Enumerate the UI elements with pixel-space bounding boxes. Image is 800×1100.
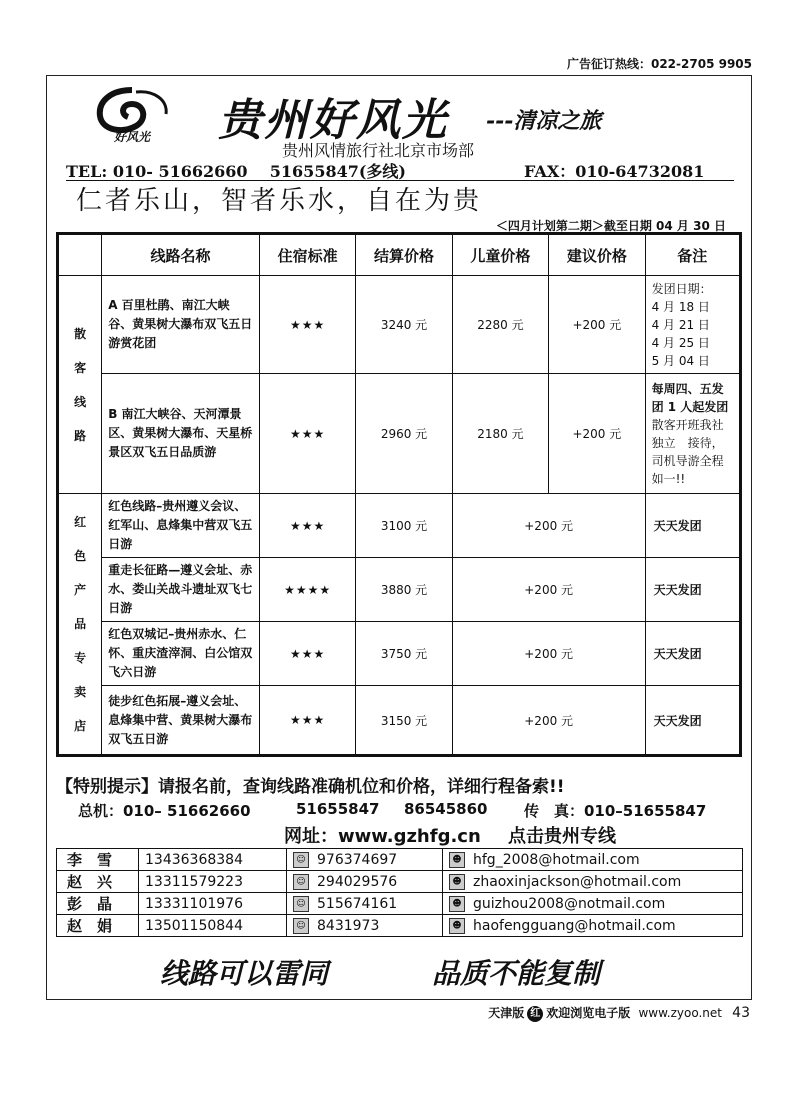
contact-email (443, 849, 743, 871)
contact-name: 彭 晶 (57, 893, 139, 915)
edition-label: 天津版 (488, 1006, 525, 1020)
email-address[interactable]: zhaoxinjackson@hotmail.com (473, 873, 682, 890)
phone-number: 51655847 (296, 800, 380, 818)
slogan-left: 线路可以雷同 (160, 957, 329, 990)
contact-qq (287, 893, 443, 915)
table-row (58, 558, 741, 622)
switchboard-number: 总机：010– 51662660 (78, 802, 251, 820)
contacts-table (56, 848, 743, 937)
qq-number: 976374697 (317, 851, 398, 868)
note-normal: 散客开班我社独立 接待，司机导游全程如一!! (651, 417, 724, 486)
route-name: 红色双城记–贵州赤水、仁怀、重庆渣滓洞、白公馆双飞六日游 (102, 622, 260, 686)
settlement-price: 3150 元 (356, 686, 452, 756)
msn-icon: ☻ (449, 896, 465, 912)
slogan: 仁者乐山，智者乐水，自在为贵 (76, 186, 483, 216)
guizhou-line-link[interactable]: 点击贵州专线 (508, 826, 616, 847)
note-date: 5 月 04 日 (651, 353, 710, 368)
route-name: 红色线路–贵州遵义会议、红军山、息烽集中营双飞五日游 (102, 494, 260, 558)
header-hotel-standard: 住宿标准 (259, 234, 355, 276)
contact-phone: 13311579223 (139, 871, 287, 893)
header-route-name: 线路名称 (102, 234, 260, 276)
page-number: 43 (732, 1005, 750, 1021)
contact-name: 李 雪 (57, 849, 139, 871)
qq-number: 294029576 (317, 873, 398, 890)
remarks: 天天发团 (645, 494, 740, 558)
header-suggested-price: 建议价格 (549, 234, 645, 276)
child-price: 2180 元 (452, 374, 548, 494)
remarks: 天天发团 (645, 686, 740, 756)
page-footer (488, 1004, 750, 1022)
contact-qq (287, 849, 443, 871)
remarks (645, 374, 740, 494)
star-rating: ★★★ (259, 494, 355, 558)
contact-row (57, 893, 743, 915)
fax-number: 传 真：010–51655847 (524, 802, 707, 820)
corner-cell (58, 234, 102, 276)
table-header-row (58, 234, 741, 276)
note-bold: 每周四、五发团 1 人起发团 (651, 381, 729, 414)
header-remarks: 备注 (645, 234, 740, 276)
suggested-price: +200 元 (549, 276, 645, 374)
qq-number: 8431973 (317, 917, 380, 934)
note-title: 发团日期： (651, 281, 712, 296)
settlement-price: 3750 元 (356, 622, 452, 686)
settlement-price: 3880 元 (356, 558, 452, 622)
website-line (284, 822, 616, 848)
plan-note: ＜四月计划第二期＞截至日期 04 月 30 日 (495, 219, 726, 233)
star-rating: ★★★★ (259, 558, 355, 622)
table-row (58, 494, 741, 558)
star-rating: ★★★ (259, 686, 355, 756)
email-address[interactable]: guizhou2008@notmail.com (473, 895, 666, 912)
route-name: A 百里杜鹃、南江大峡谷、黄果树大瀑布双飞五日游赏花团 (102, 276, 260, 374)
ad-hotline: 广告征订热线：022-2705 9905 (566, 57, 752, 71)
slogan-right: 品质不能复制 (432, 957, 601, 990)
table-row (58, 374, 741, 494)
contact-phone: 13331101976 (139, 893, 287, 915)
settlement-price: 3100 元 (356, 494, 452, 558)
star-rating: ★★★ (259, 276, 355, 374)
contact-name: 赵 娟 (57, 915, 139, 937)
section-label-red-tour (58, 494, 102, 756)
website-url[interactable]: 网址：www.gzhfg.cn (284, 826, 481, 847)
contact-name: 赵 兴 (57, 871, 139, 893)
contact-email (443, 871, 743, 893)
site-url[interactable]: www.zyoo.net (638, 1006, 722, 1020)
agency-name: 贵州风情旅行社北京市场部 (282, 141, 475, 160)
brand-tagline: ---清凉之旅 (486, 108, 602, 134)
settlement-price: 3240 元 (356, 276, 452, 374)
section-label-individual (58, 276, 102, 494)
qq-icon: ☺ (293, 896, 309, 912)
contact-phone: 13436368384 (139, 849, 287, 871)
contact-row (57, 849, 743, 871)
contact-qq (287, 915, 443, 937)
fax-number: FAX：010-64732081 (524, 162, 705, 181)
email-address[interactable]: haofengguang@hotmail.com (473, 917, 676, 934)
table-row (58, 276, 741, 374)
red-badge-icon: 红 (527, 1006, 543, 1022)
star-rating: ★★★ (259, 374, 355, 494)
logo-text: 好风光 (113, 130, 150, 144)
child-price: 2280 元 (452, 276, 548, 374)
qq-number: 515674161 (317, 895, 398, 912)
email-address[interactable]: hfg_2008@hotmail.com (473, 851, 640, 868)
route-name: B 南江大峡谷、天河潭景区、黄果树大瀑布、天星桥景区双飞五日品质游 (102, 374, 260, 494)
table-row (58, 622, 741, 686)
qq-icon: ☺ (293, 852, 309, 868)
remarks: 天天发团 (645, 622, 740, 686)
header-child-price: 儿童价格 (452, 234, 548, 276)
contact-qq (287, 871, 443, 893)
departure-dates (645, 276, 740, 374)
qq-icon: ☺ (293, 918, 309, 934)
browse-label: 欢迎浏览电子版 (546, 1006, 631, 1020)
note-date: 4 月 21 日 (651, 317, 710, 332)
suggested-price: +200 元 (452, 558, 645, 622)
suggested-price: +200 元 (452, 622, 645, 686)
contact-row (57, 915, 743, 937)
qq-icon: ☺ (293, 874, 309, 890)
contact-email (443, 915, 743, 937)
section-label-text: 散客线路 (74, 326, 87, 443)
msn-icon: ☻ (449, 852, 465, 868)
suggested-price: +200 元 (452, 494, 645, 558)
contact-line (66, 159, 734, 182)
msn-icon: ☻ (449, 918, 465, 934)
header-settlement-price: 结算价格 (356, 234, 452, 276)
suggested-price: +200 元 (452, 686, 645, 756)
msn-icon: ☻ (449, 874, 465, 890)
contact-email (443, 893, 743, 915)
special-notice: 【特别提示】请报名前，查询线路准确机位和价格，详细行程备索!! (56, 777, 565, 797)
contact-row (57, 871, 743, 893)
section-label-text: 红色产品专卖店 (74, 515, 87, 733)
star-rating: ★★★ (259, 622, 355, 686)
brand-name: 贵州好风光 (218, 95, 448, 146)
table-row (58, 686, 741, 756)
phone-number: 86545860 (404, 800, 488, 818)
settlement-price: 2960 元 (356, 374, 452, 494)
route-price-table (56, 232, 742, 757)
suggested-price: +200 元 (549, 374, 645, 494)
route-name: 重走长征路—遵义会址、赤水、娄山关战斗遗址双飞七日游 (102, 558, 260, 622)
route-name: 徒步红色拓展–遵义会址、息烽集中营、黄果树大瀑布双飞五日游 (102, 686, 260, 756)
tel-numbers: TEL: 010- 51662660 51655847(多线) (66, 162, 406, 181)
contact-phone: 13501150844 (139, 915, 287, 937)
note-date: 4 月 18 日 (651, 299, 710, 314)
remarks: 天天发团 (645, 558, 740, 622)
note-date: 4 月 25 日 (651, 335, 710, 350)
